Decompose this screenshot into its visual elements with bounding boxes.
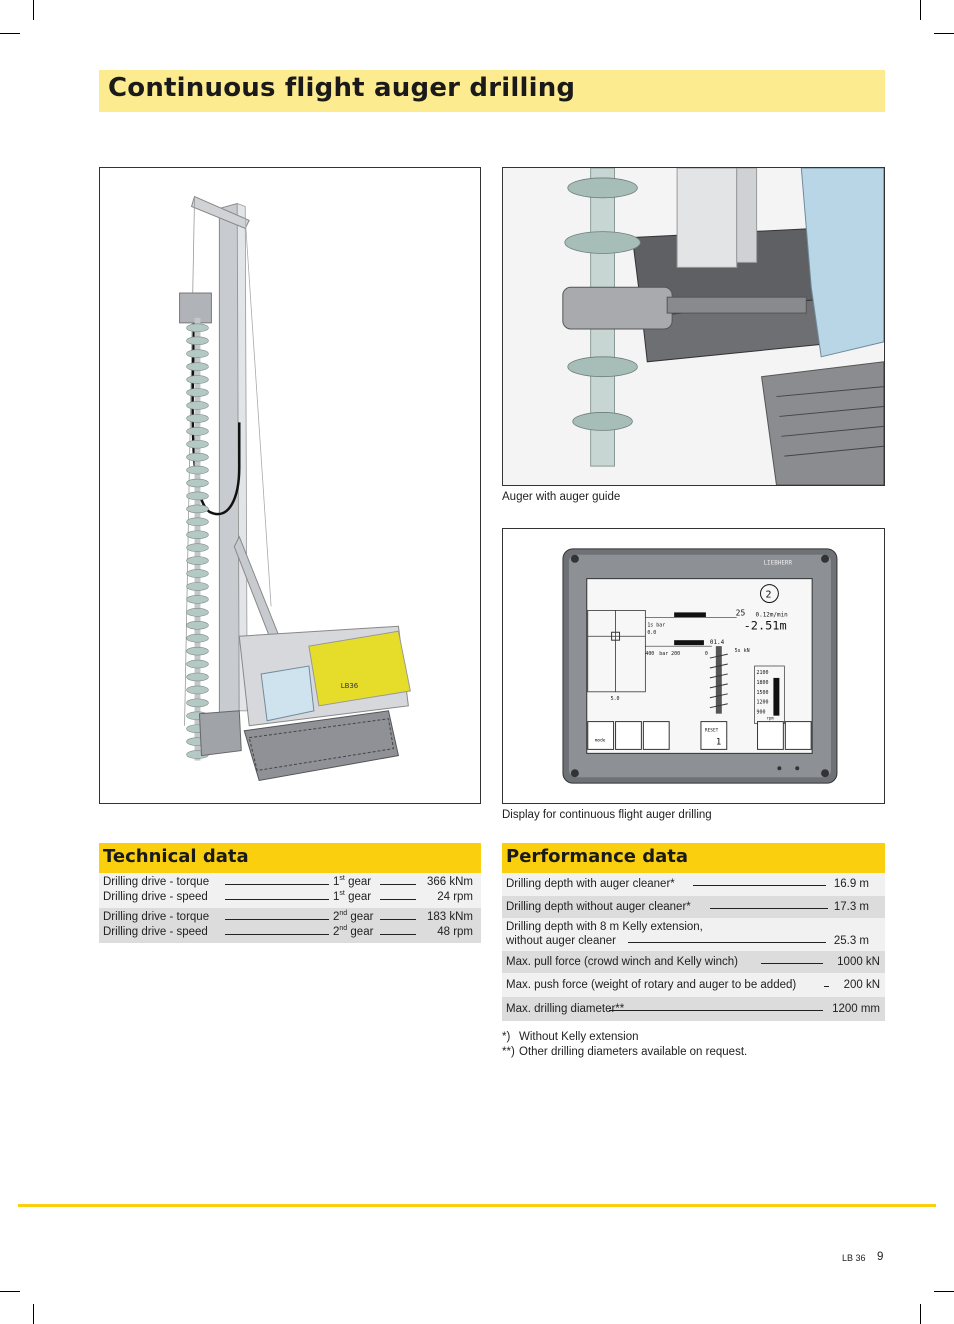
rpm-unit: rpm (766, 715, 774, 721)
display-brand: LIEBHERR (763, 559, 793, 567)
crop-mark (934, 1291, 954, 1292)
table-row (502, 951, 885, 973)
leader-line (225, 934, 329, 935)
row-label: Max. drilling diameter** (506, 1003, 625, 1015)
footnote-mark: **) (502, 1046, 515, 1058)
gear-label: 2nd gear (333, 925, 374, 938)
display-scale-b: bar (659, 651, 669, 658)
leader-line (225, 884, 329, 885)
leader-line (380, 934, 416, 935)
gear-label: 1st gear (333, 875, 372, 888)
crop-mark (920, 1304, 921, 1324)
row-label: Drilling depth with auger cleaner* (506, 878, 675, 890)
display-scale-a: 400 (645, 651, 655, 658)
table-row (502, 873, 885, 896)
auger-flight (187, 363, 209, 371)
technical-data-table (99, 873, 481, 943)
auger-flight (187, 453, 209, 461)
auger-flight (187, 324, 209, 332)
table-row (502, 896, 885, 918)
table-row (103, 875, 477, 890)
display-bar-label: 1s bar (647, 622, 666, 629)
row-value: 25.3 m (833, 935, 869, 947)
auger-flight (187, 544, 209, 552)
auger-flight (187, 440, 209, 448)
footer-rule (18, 1204, 936, 1207)
display-depth: -2.51m (743, 618, 787, 633)
table-row (502, 918, 885, 951)
display-value-3: 01.4 (709, 639, 725, 647)
display-image (502, 528, 885, 804)
display-value-2: 5.0 (610, 695, 620, 702)
leader-line (225, 919, 329, 920)
auger-flight (187, 518, 209, 526)
row-label-line1: Drilling depth with 8 m Kelly extension, (506, 921, 703, 933)
crop-mark (0, 1291, 20, 1292)
leader-line (609, 1010, 823, 1011)
display-scale-c: 200 (671, 651, 681, 658)
row-label: Drilling drive - speed (103, 926, 208, 938)
row-value: 48 rpm (437, 926, 473, 938)
auger-flight (187, 608, 209, 616)
display-value-1: 0.0 (647, 630, 657, 637)
auger-flight (187, 337, 209, 345)
auger-flight (187, 414, 209, 422)
auger-flight (187, 582, 209, 590)
leader-line (380, 899, 416, 900)
row-value: 17.3 m (833, 901, 869, 913)
performance-data-heading-band (502, 843, 885, 873)
crop-mark (934, 33, 954, 34)
footnote-text: Other drilling diameters available on request. (519, 1046, 748, 1058)
auger-flight (187, 595, 209, 603)
row-label: Max. push force (weight of rotary and auger to be added) (506, 979, 797, 991)
leader-line (761, 963, 823, 964)
technical-data-heading-band (99, 843, 481, 873)
gear-label: 1st gear (333, 890, 372, 903)
row-label: Drilling drive - speed (103, 891, 208, 903)
display-pressure-top: 25 (735, 608, 746, 618)
tech-group-2nd-gear (99, 908, 481, 943)
row-label: Drilling depth without auger cleaner* (506, 901, 691, 913)
leader-line (380, 884, 416, 885)
row-label-line2: without auger cleaner (506, 935, 616, 947)
leader-line (824, 986, 829, 987)
page-title: Continuous flight auger drilling (108, 73, 576, 103)
auger-flight (187, 557, 209, 565)
auger-flight (187, 492, 209, 500)
auger-flight (187, 686, 209, 694)
auger-guide-caption: Auger with auger guide (502, 491, 621, 503)
display-scale-d: 0 (704, 651, 708, 658)
performance-data-heading: Performance data (506, 846, 688, 867)
display-rate: 0.12m/min (755, 611, 788, 619)
auger-flight (187, 401, 209, 409)
leader-line (628, 942, 826, 943)
footnote (502, 1031, 639, 1043)
auger-flight (187, 466, 209, 474)
crop-mark (33, 1304, 34, 1324)
rig-illustration (99, 167, 481, 804)
crop-mark (920, 0, 921, 20)
row-value: 24 rpm (437, 891, 473, 903)
performance-data-table (502, 873, 885, 1021)
crop-mark (0, 33, 20, 34)
footnote-text: Without Kelly extension (519, 1031, 639, 1043)
auger-flight (187, 647, 209, 655)
leader-line (710, 908, 828, 909)
display-gear: 2 (765, 589, 772, 601)
auger-flight (187, 673, 209, 681)
tech-group-1st-gear (99, 873, 481, 908)
auger-flight (187, 389, 209, 397)
gear-label: 2nd gear (333, 910, 374, 923)
auger-flight (187, 621, 209, 629)
table-row (502, 997, 885, 1021)
row-value: 1000 kN (837, 956, 880, 968)
row-value: 183 kNm (426, 911, 473, 923)
table-row (502, 973, 885, 997)
rig-model-label: LB36 (340, 681, 359, 690)
table-row (103, 890, 477, 905)
display-caption: Display for continuous flight auger drilling (502, 809, 712, 821)
leader-line (225, 899, 329, 900)
title-band (99, 70, 885, 112)
auger-flight (187, 570, 209, 578)
row-label: Drilling drive - torque (103, 876, 210, 888)
rpm-tick: 1500 (756, 689, 769, 696)
leader-line (693, 885, 826, 886)
footnote-mark: *) (502, 1031, 511, 1043)
auger-guide-image (502, 167, 885, 486)
display-counter: 1 (715, 737, 722, 748)
display-mode-key: mode (594, 738, 606, 744)
row-label: Drilling drive - torque (103, 911, 210, 923)
footnote (502, 1046, 748, 1058)
auger-flight (187, 634, 209, 642)
footer-model: LB 36 (842, 1253, 866, 1263)
auger-flight (187, 531, 209, 539)
auger-flight (187, 505, 209, 513)
technical-data-heading: Technical data (103, 846, 249, 867)
row-value: 1200 mm (832, 1003, 880, 1015)
crop-mark (33, 0, 34, 20)
auger-flight (187, 427, 209, 435)
leader-line (380, 919, 416, 920)
table-row (103, 925, 477, 940)
rpm-tick: 1200 (756, 699, 769, 706)
rpm-tick: 900 (756, 709, 766, 716)
table-row (103, 910, 477, 925)
auger-flight (187, 699, 209, 707)
display-kn-label: 5s kN (734, 648, 750, 655)
auger-flight (187, 479, 209, 487)
auger-flight (187, 660, 209, 668)
row-label: Max. pull force (crowd winch and Kelly winch) (506, 956, 739, 968)
row-value: 366 kNm (426, 876, 473, 888)
display-reset-key: RESET (704, 728, 719, 734)
rpm-tick: 2100 (756, 669, 769, 676)
page-number: 9 (877, 1251, 884, 1263)
rpm-tick: 1800 (756, 679, 769, 686)
auger-flight (187, 376, 209, 384)
auger-flight (187, 350, 209, 358)
row-value: 200 kN (843, 979, 880, 991)
row-value: 16.9 m (833, 878, 869, 890)
rig-drawing (100, 168, 480, 803)
